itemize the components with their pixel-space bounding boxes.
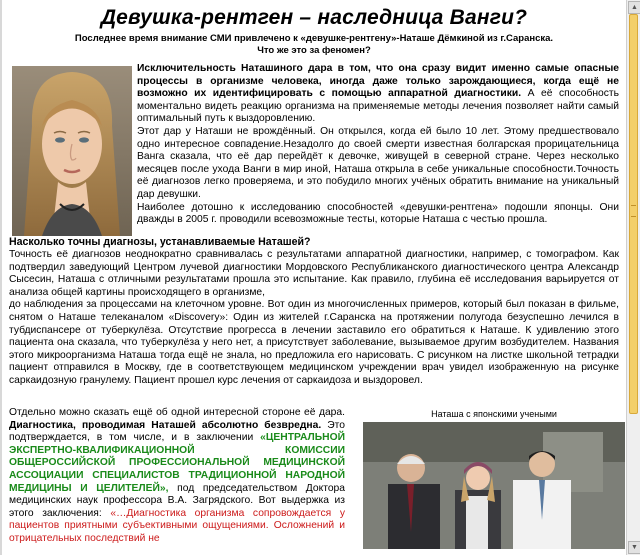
portrait-photo [12,66,132,236]
scroll-down-icon[interactable]: ▼ [628,541,640,554]
vertical-scrollbar[interactable] [626,0,640,555]
photo-block [359,407,626,549]
harmless-mid: Это подтверждается, в том числе, и в заключении [9,419,345,444]
harmless-text [9,407,345,546]
accuracy-paragraph-b: до наблюдения за процессами на клеточном уровне. Вот один из многочисленных примеров, который был показан в фильме, снятом о Наташе телеканалом «Discovery»: Один из жителей г.Саранска на протяжении полугода безуспешно лечился в тубдиспансере от туберкулёза. Отсутствие прогресса в лечении заставило его обратиться к Наташе. К удивлению этого пациента она сказала, что туберкулёза у него нет, а присутствует заболевание, вызываемое другим возбудителем. Названия этого микроорганизма Наташа тогда ещё не знала, но предложила его нарисовать. С рисунком на листке школьной тетрадки пациент отправился в Москву, где в соответствующем медицинском учреждении врач увидел изображенную на рисунке саркаидозную гранулему. Пациент прошел курс лечения от саркаидоза и выздоровел. [9,299,619,386]
intro-paragraph [137,63,619,126]
harmless-bold: Диагностика, проводимая Наташей абсолютно безвредна. [9,419,322,431]
conclusion-quote: «…Диагностика организма сопровождается у пациентов приятными субъективными ощущениями. Осложнений и отрицательных последствий не [9,507,345,544]
accuracy-heading: Насколько точны диагнозы, устанавливаемые Наташей? [9,236,311,248]
subtitle-line-2: Что же это за феномен? [257,45,371,56]
intro-bold-text: Исключительность Наташиного дара в том, что она сразу видит именно самые опасные процессы в организме человека, иногда даже только зарождающиеся, когда ещё не возможно их идентифицировать с помощью аппаратной диагностики. [137,63,619,100]
harmless-start: Отдельно можно сказать ещё об одной интересной стороне её дара. [9,407,345,418]
scroll-up-icon[interactable]: ▲ [628,1,640,14]
harmless-after: под председательством Доктора медицинских наук профессора В.А. Загрядского. Вот выдержка из этого заключения: [9,482,346,519]
harmless-diagnosis-section [9,407,619,555]
diagnosis-accuracy-section [9,236,619,388]
commission-name: «ЦЕНТРАЛЬНОЙ ЭКСПЕРТНО-КВАЛИФИКАЦИОННОЙ КОМИССИИ ОБЩЕРОССИЙСКОЙ ПРОФЕССИОНАЛЬНОЙ МЕДИЦИНСКОЙ АССОЦИАЦИИ СПЕЦИАЛИСТОВ ТРАДИЦИОННОЙ НАРОДНОЙ МЕДИЦИНЫ И ЦЕЛИТЕЛЕЙ», [9,432,345,494]
accuracy-paragraph-a: Точность её диагнозов неоднократно сравнивалась с результатами аппаратной диагностики, например, с томографом. Как подтвердил заведующий Центром лучевой диагностики Мордовского Республиканского диагностического центра Александр Сысесин, Наташа с отличными результатами прошла это испытание. Как правило, глубина её исследования варьируется от анализа общей картины происходящего в организме, [9,249,619,298]
intro-text [137,63,619,227]
article-subtitle [2,33,626,57]
intro-rest-text: А её способность моментально видеть реакцию организма на применяемые методы лечения позволяет найти самый оптимальный путь к выздоровлению. [137,88,619,125]
intro-section [2,63,626,236]
gift-origin-paragraph: Этот дар у Наташи не врождённый. Он открылся, когда ей было 10 лет. Этому предшествовало одно интересное совпадение.Незадолго до своей смерти известная болгарская прорицательница Ванга сказала, что её дар перейдёт к девочке, живущей в северной стране. Через несколько месяцев после ухода Ванги в мир иной, Наташа открыла в себе уникальные способности.Точность её диагнозов легко проверяема, и это побудило многих учёных обратить внимание на уникальный дар девушки. [137,125,619,200]
article-title: Девушка-рентген – наследница Ванги? [100,6,528,29]
scroll-grip-icon [631,205,636,217]
japanese-tests-paragraph: Наиболее дотошно к исследованию способностей «девушки-рентгена» подошли японцы. Они дважды в 2005 г. проводили всевозможные тесты, которые Наташа с честью прошла. [137,201,619,226]
harmless-paragraph [9,407,345,546]
photo-caption: Наташа с японскими учеными [431,409,557,419]
scroll-thumb[interactable] [629,14,638,414]
subtitle-line-1: Последнее время внимание СМИ привлечено к «девушке-рентгену»-Наташе Дёмкиной из г.Саранска. [74,33,554,44]
scientists-photo [363,422,625,549]
